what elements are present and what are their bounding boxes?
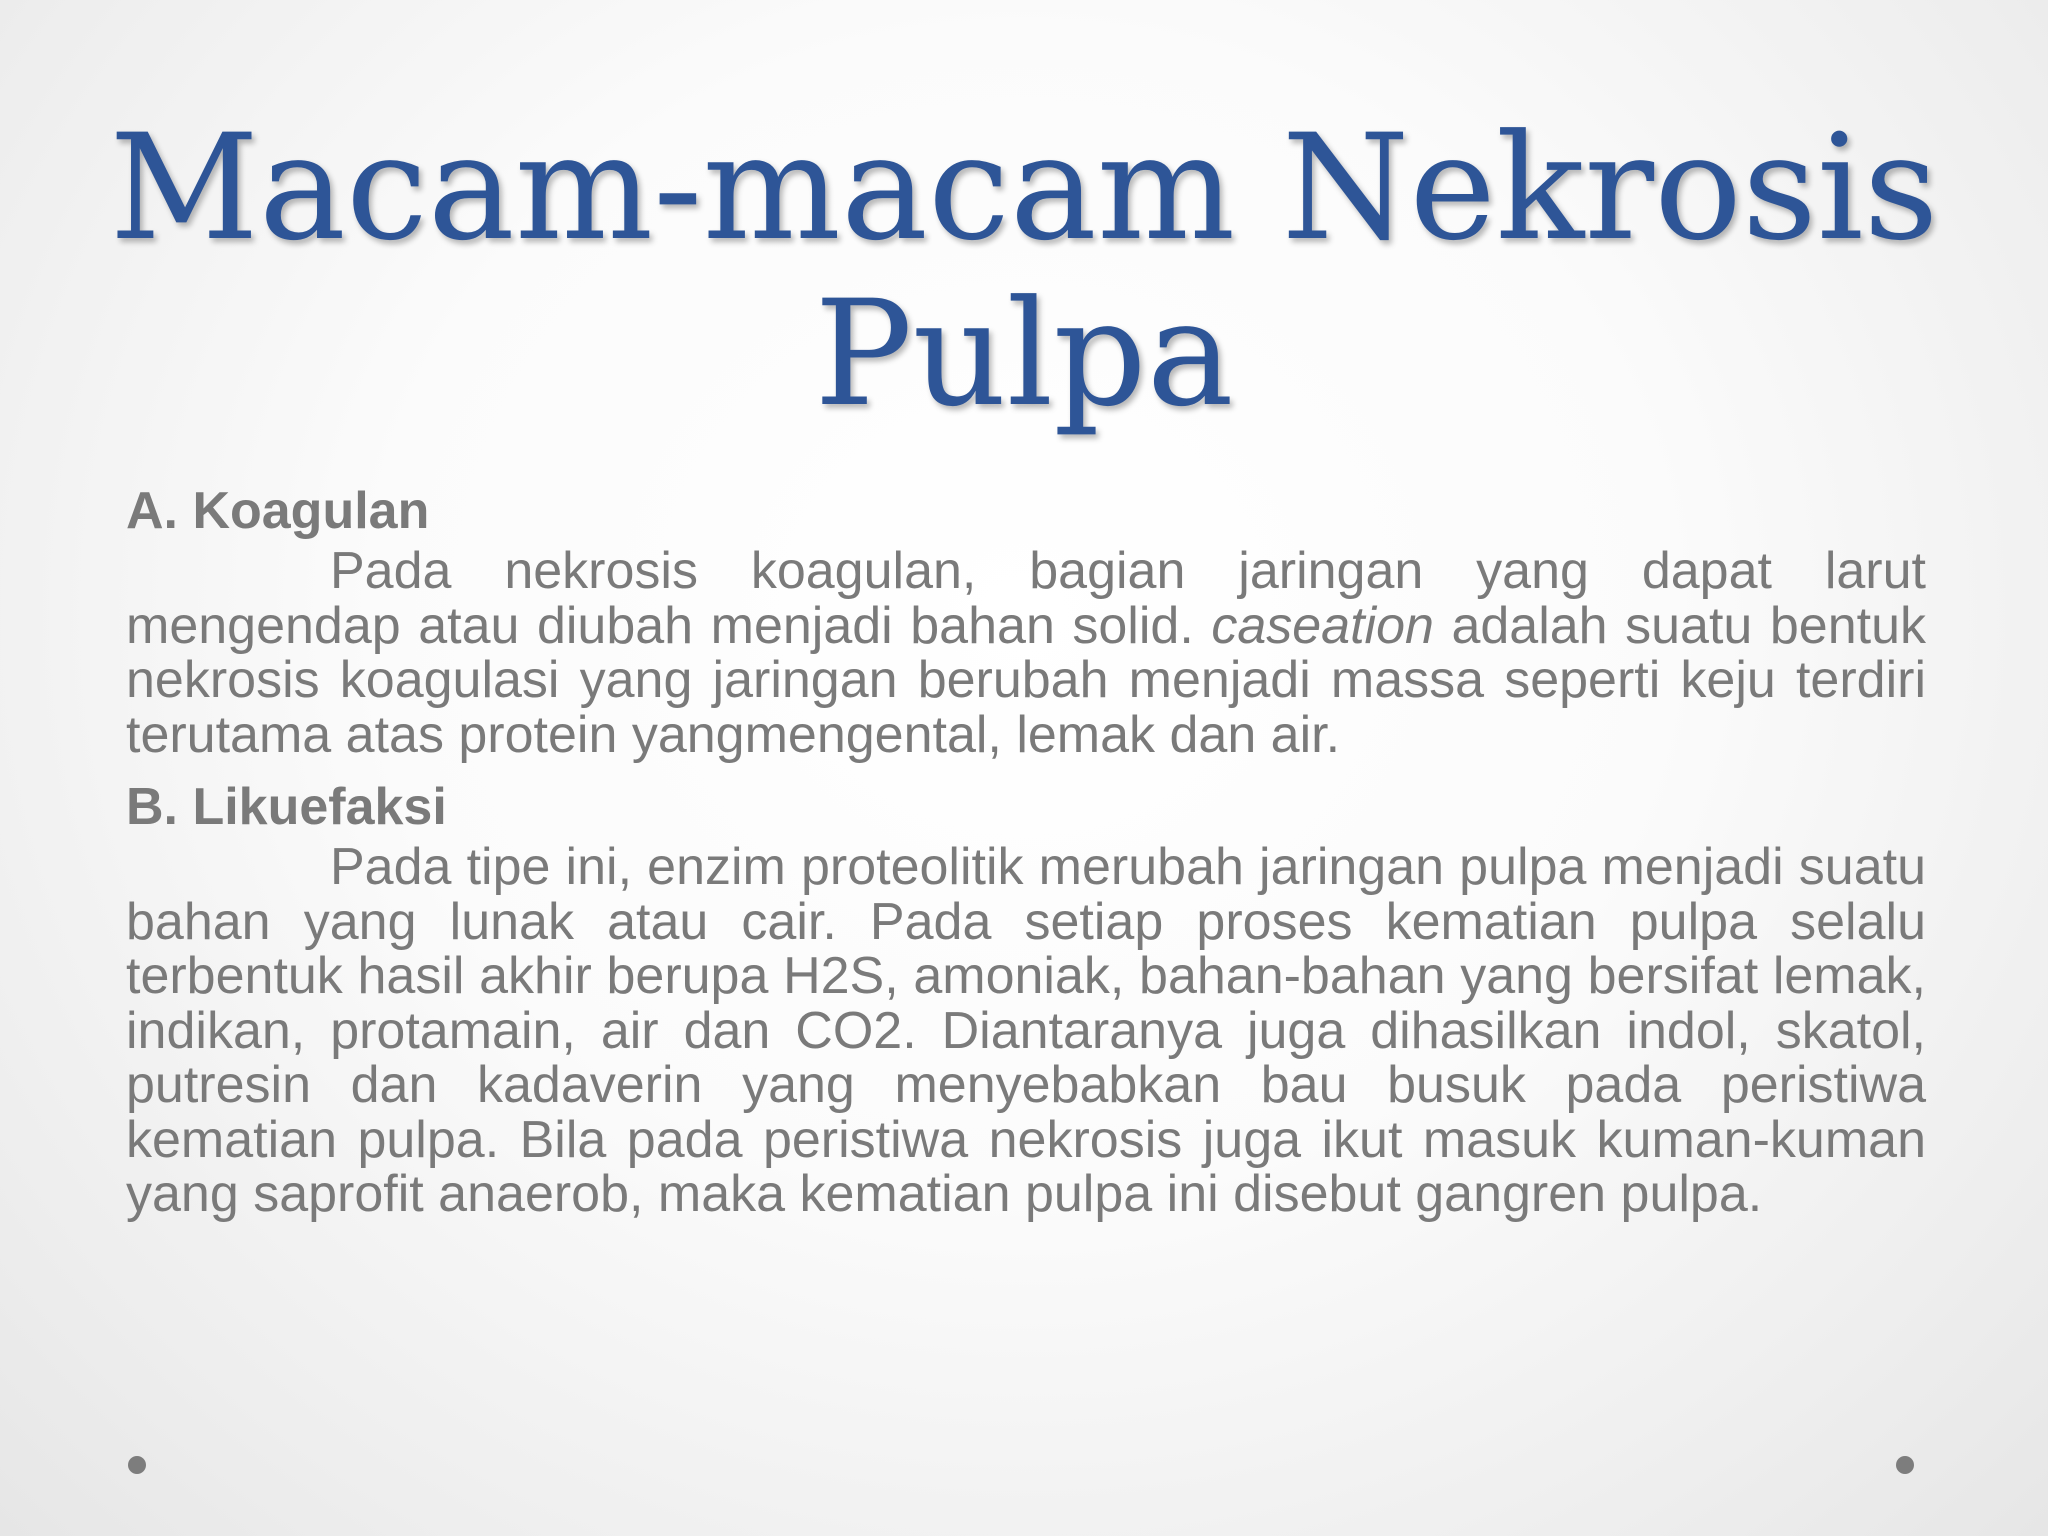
- slide-title: Macam-macam Nekrosis Pulpa: [109, 103, 1939, 439]
- section-likuefaksi: [126, 774, 1926, 1222]
- section-heading: A. Koagulan: [126, 482, 430, 540]
- paragraph-text: Pada nekrosis koagulan, bagian jaringan yang dapat larut mengendap atau diubah menjadi bahan solid.: [126, 542, 1926, 655]
- slide-content: [126, 478, 1926, 1222]
- decor-dot-right: [1896, 1456, 1914, 1474]
- section-heading: B. Likuefaksi: [126, 778, 447, 836]
- italic-term: caseation: [1211, 596, 1434, 655]
- section-paragraph: [126, 544, 1926, 762]
- section-koagulan: [126, 478, 1926, 762]
- paragraph-text: adalah suatu bentuk nekrosis koagulasi yang jaringan berubah menjadi massa seperti keju terdiri terutama atas protein yangmengental, lemak dan air.: [126, 596, 1927, 764]
- section-paragraph: Pada tipe ini, enzim proteolitik merubah jaringan pulpa menjadi suatu bahan yang lunak atau cair. Pada setiap proses kematian pulpa selalu terbentuk hasil akhir berupa H2S, amoniak, bahan-bahan yang bersifat lemak, indikan, protamain, air dan CO2. Diantaranya juga dihasilkan indol, skatol, putresin dan kadaverin yang menyebabkan bau busuk pada peristiwa kematian pulpa. Bila pada peristiwa nekrosis juga ikut masuk kuman-kuman yang saprofit anaerob, maka kematian pulpa ini disebut gangren pulpa.: [126, 838, 1926, 1223]
- decor-dot-left: [128, 1456, 146, 1474]
